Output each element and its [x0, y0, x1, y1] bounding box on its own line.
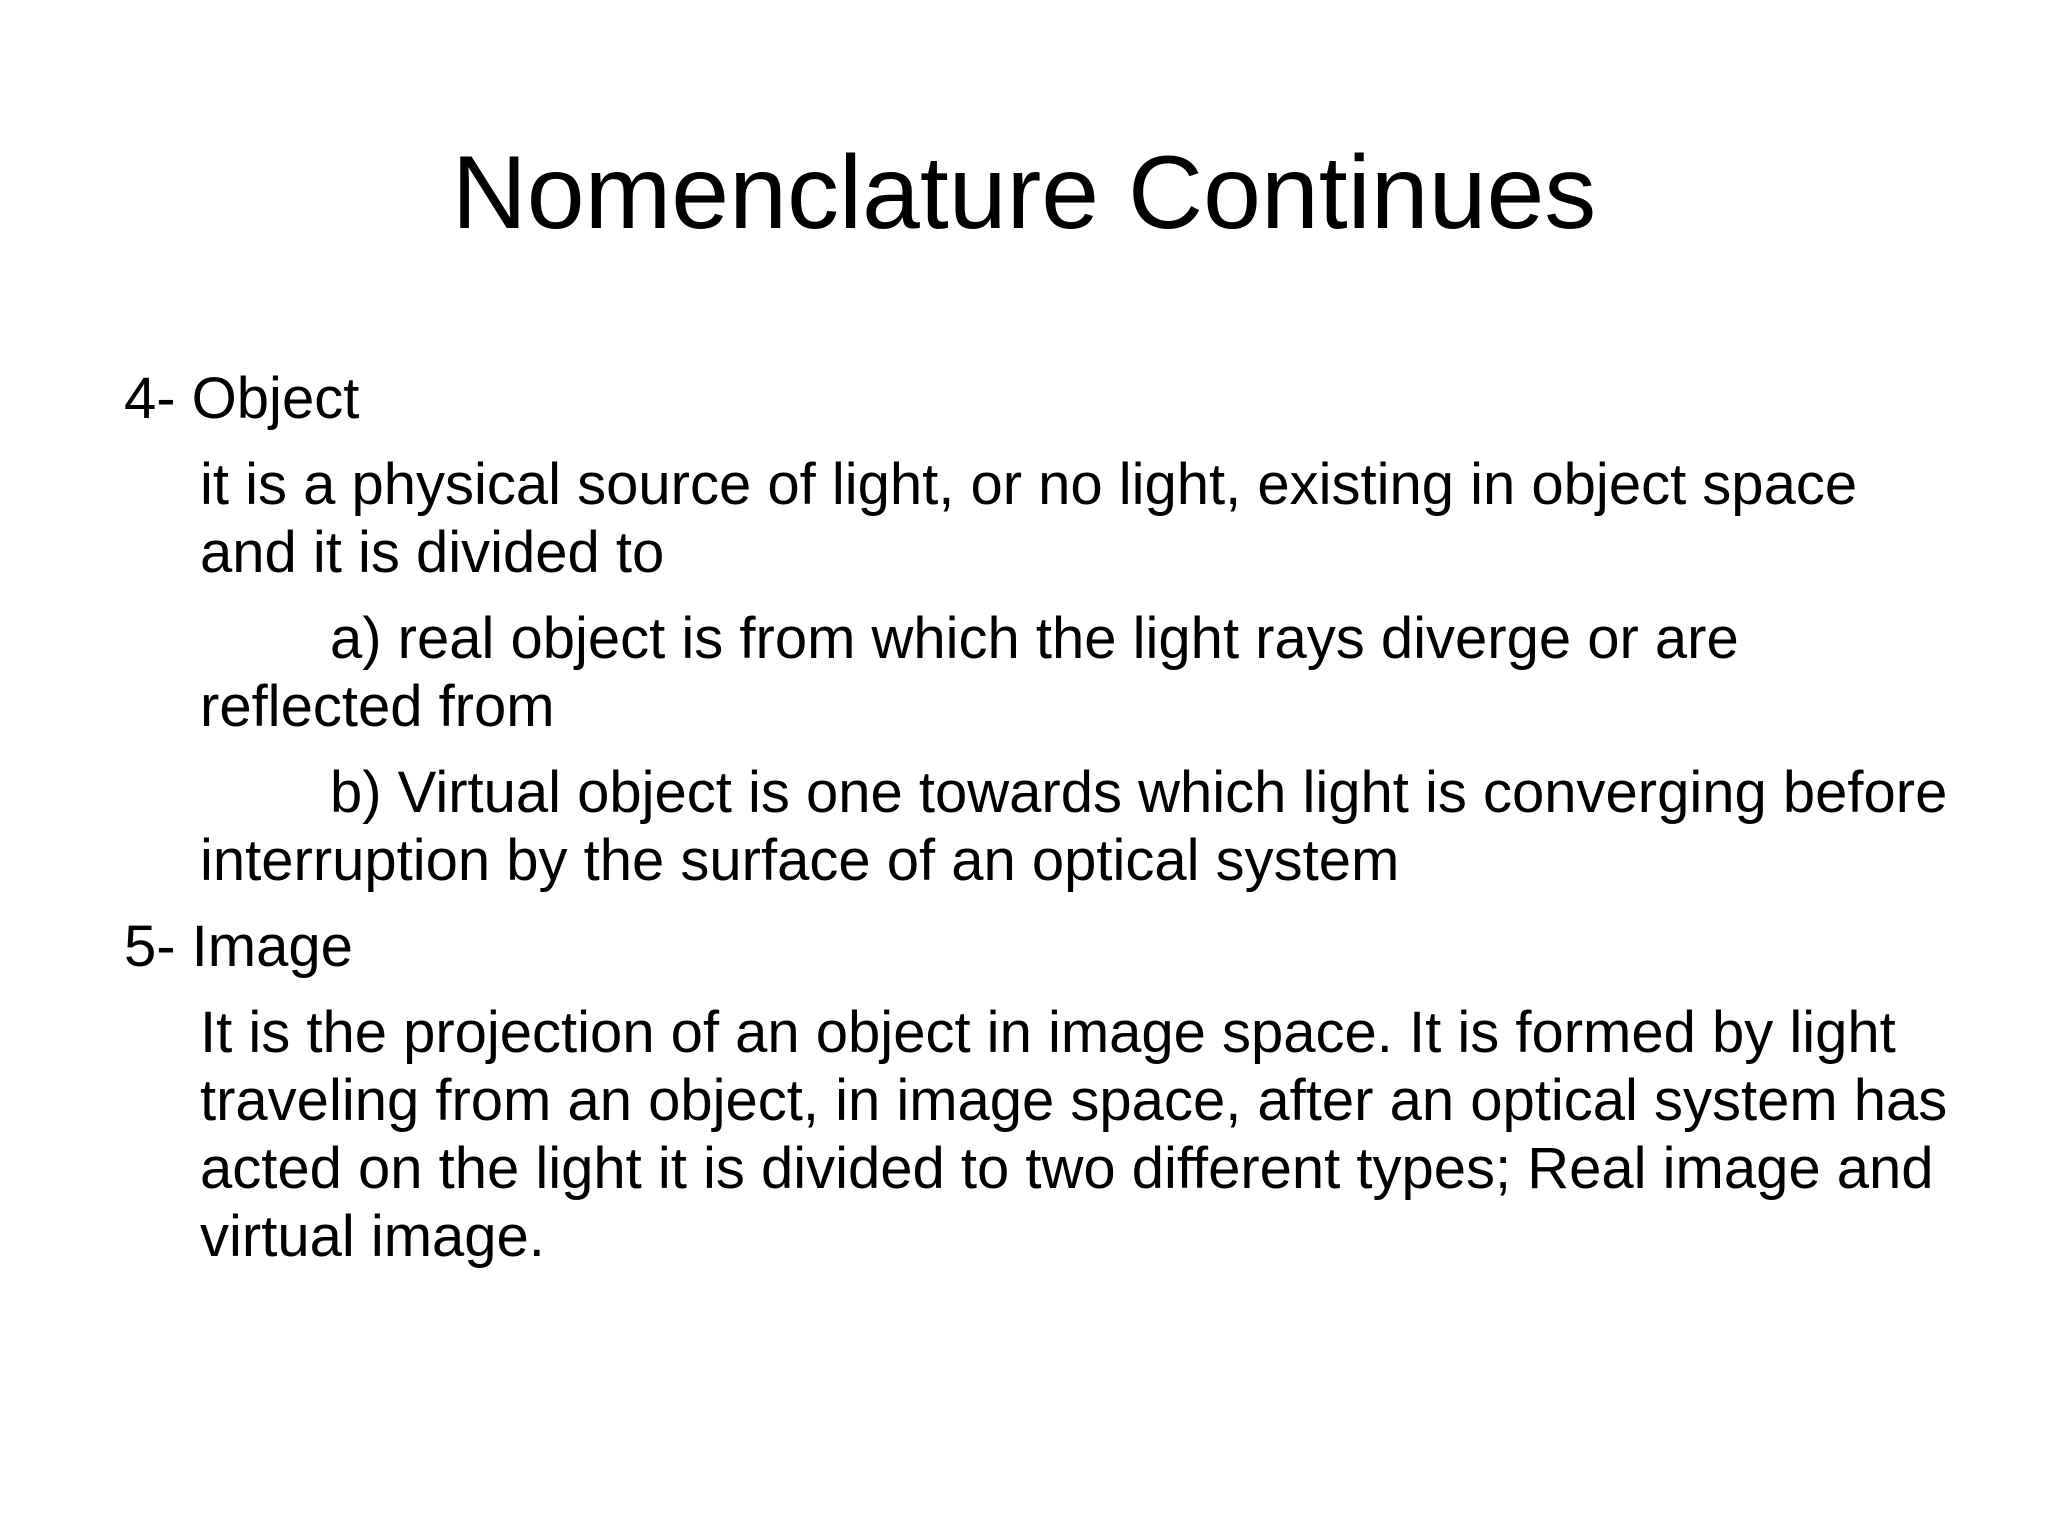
item-description-object: it is a physical source of light, or no light, existing in object space and it is divided to: [200, 452, 1858, 585]
item-description-image: It is the projection of an object in image space. It is formed by light traveling from an object, in image space, after an optical system has acted on the light it is divided to two different types; Real image and virtual image.: [200, 1000, 1948, 1269]
item-heading-object: 4- Object: [124, 366, 360, 431]
subitem-real-object: a) real object is from which the light rays diverge or are reflected from: [200, 606, 1739, 739]
slide-title: Nomenclature Continues: [451, 135, 1597, 251]
item-heading-image: 5- Image: [124, 914, 353, 979]
slide-content: [124, 365, 1964, 1289]
subitem-virtual-object: b) Virtual object is one towards which light is converging before interruption by the surface of an optical system: [200, 760, 1948, 893]
